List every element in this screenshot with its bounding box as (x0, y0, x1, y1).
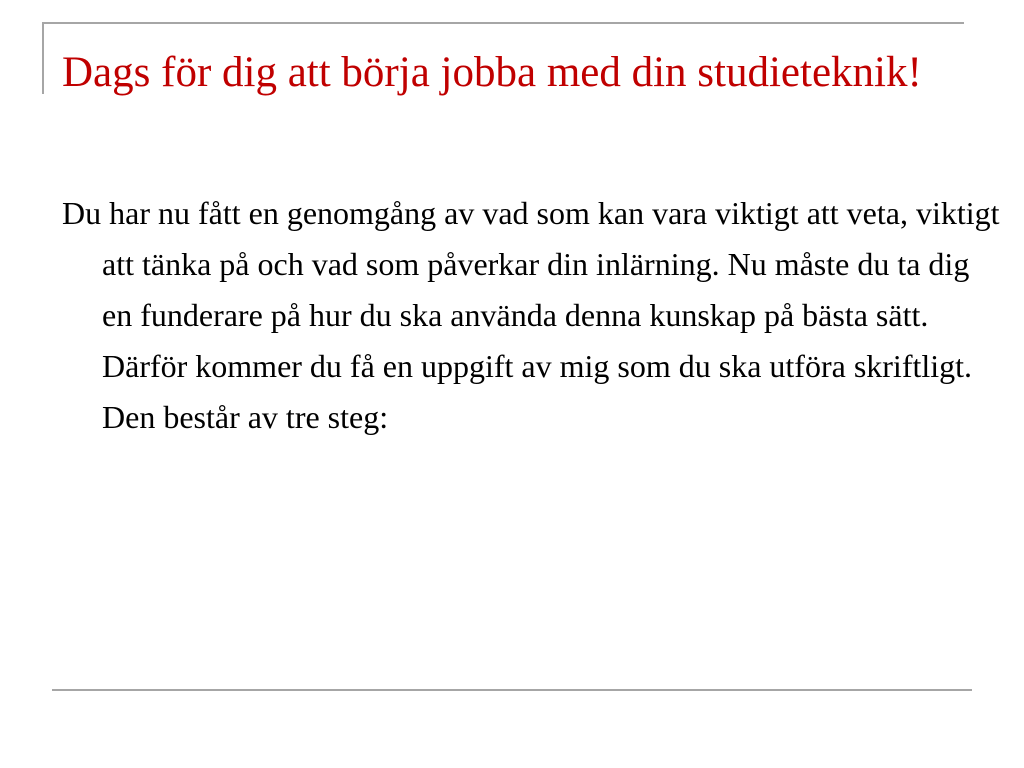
slide-body-text: Du har nu fått en genomgång av vad som kan vara viktigt att veta, viktigt att tänka på och vad som påverkar din inlärning. Nu måste du ta dig en funderare på hur du ska använda denna kunskap på bästa sätt. Därför kommer du få en uppgift av mig som du ska utföra skriftligt. Den består av tre steg: (62, 195, 1000, 435)
bottom-divider-line (52, 689, 972, 691)
slide-title: Dags för dig att börja jobba med din studieteknik! (62, 49, 922, 96)
top-divider-line (42, 22, 964, 24)
left-divider-line (42, 22, 44, 94)
